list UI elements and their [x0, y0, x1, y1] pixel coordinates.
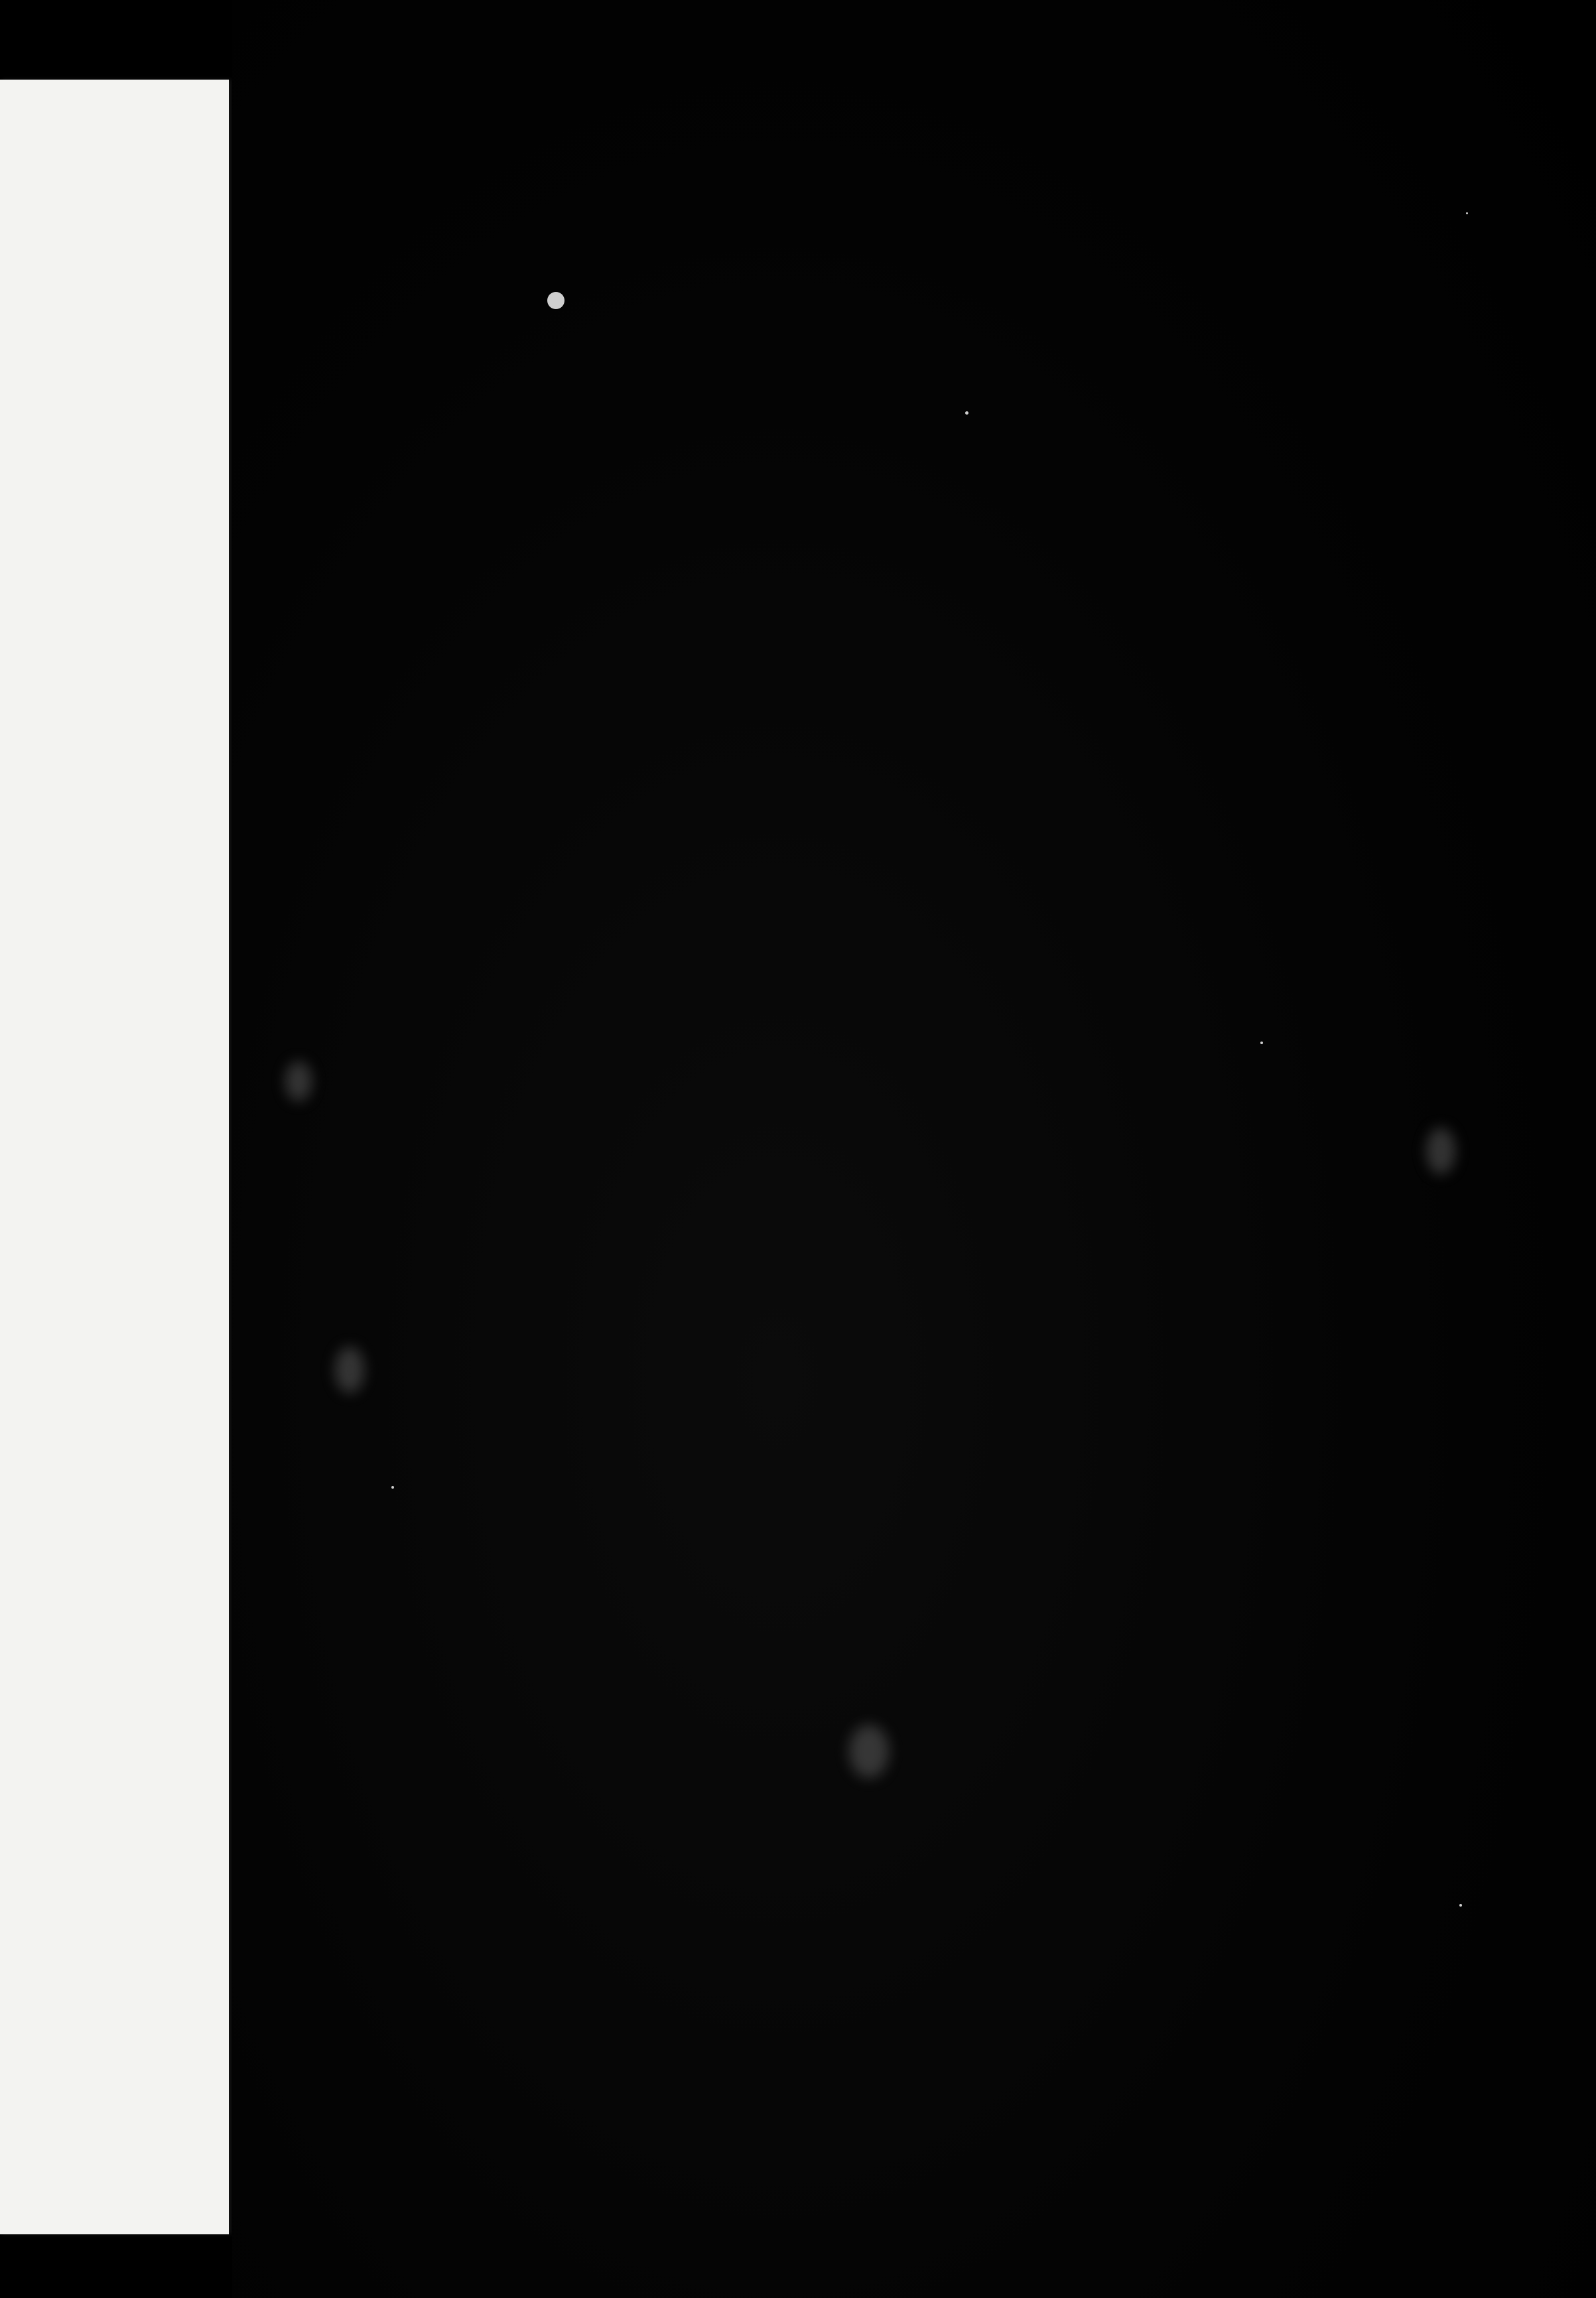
stain — [285, 1061, 312, 1101]
page-edge — [0, 80, 229, 2234]
dust-speck — [1459, 1904, 1462, 1907]
dust-speck — [1466, 212, 1468, 214]
stain — [1426, 1128, 1455, 1174]
stain — [849, 1725, 889, 1778]
dust-speck — [965, 411, 968, 415]
dust-speck — [391, 1486, 394, 1489]
dust-speck — [547, 292, 565, 309]
stain — [335, 1347, 364, 1393]
book-cover — [232, 0, 1596, 2298]
dust-speck — [1260, 1042, 1263, 1044]
